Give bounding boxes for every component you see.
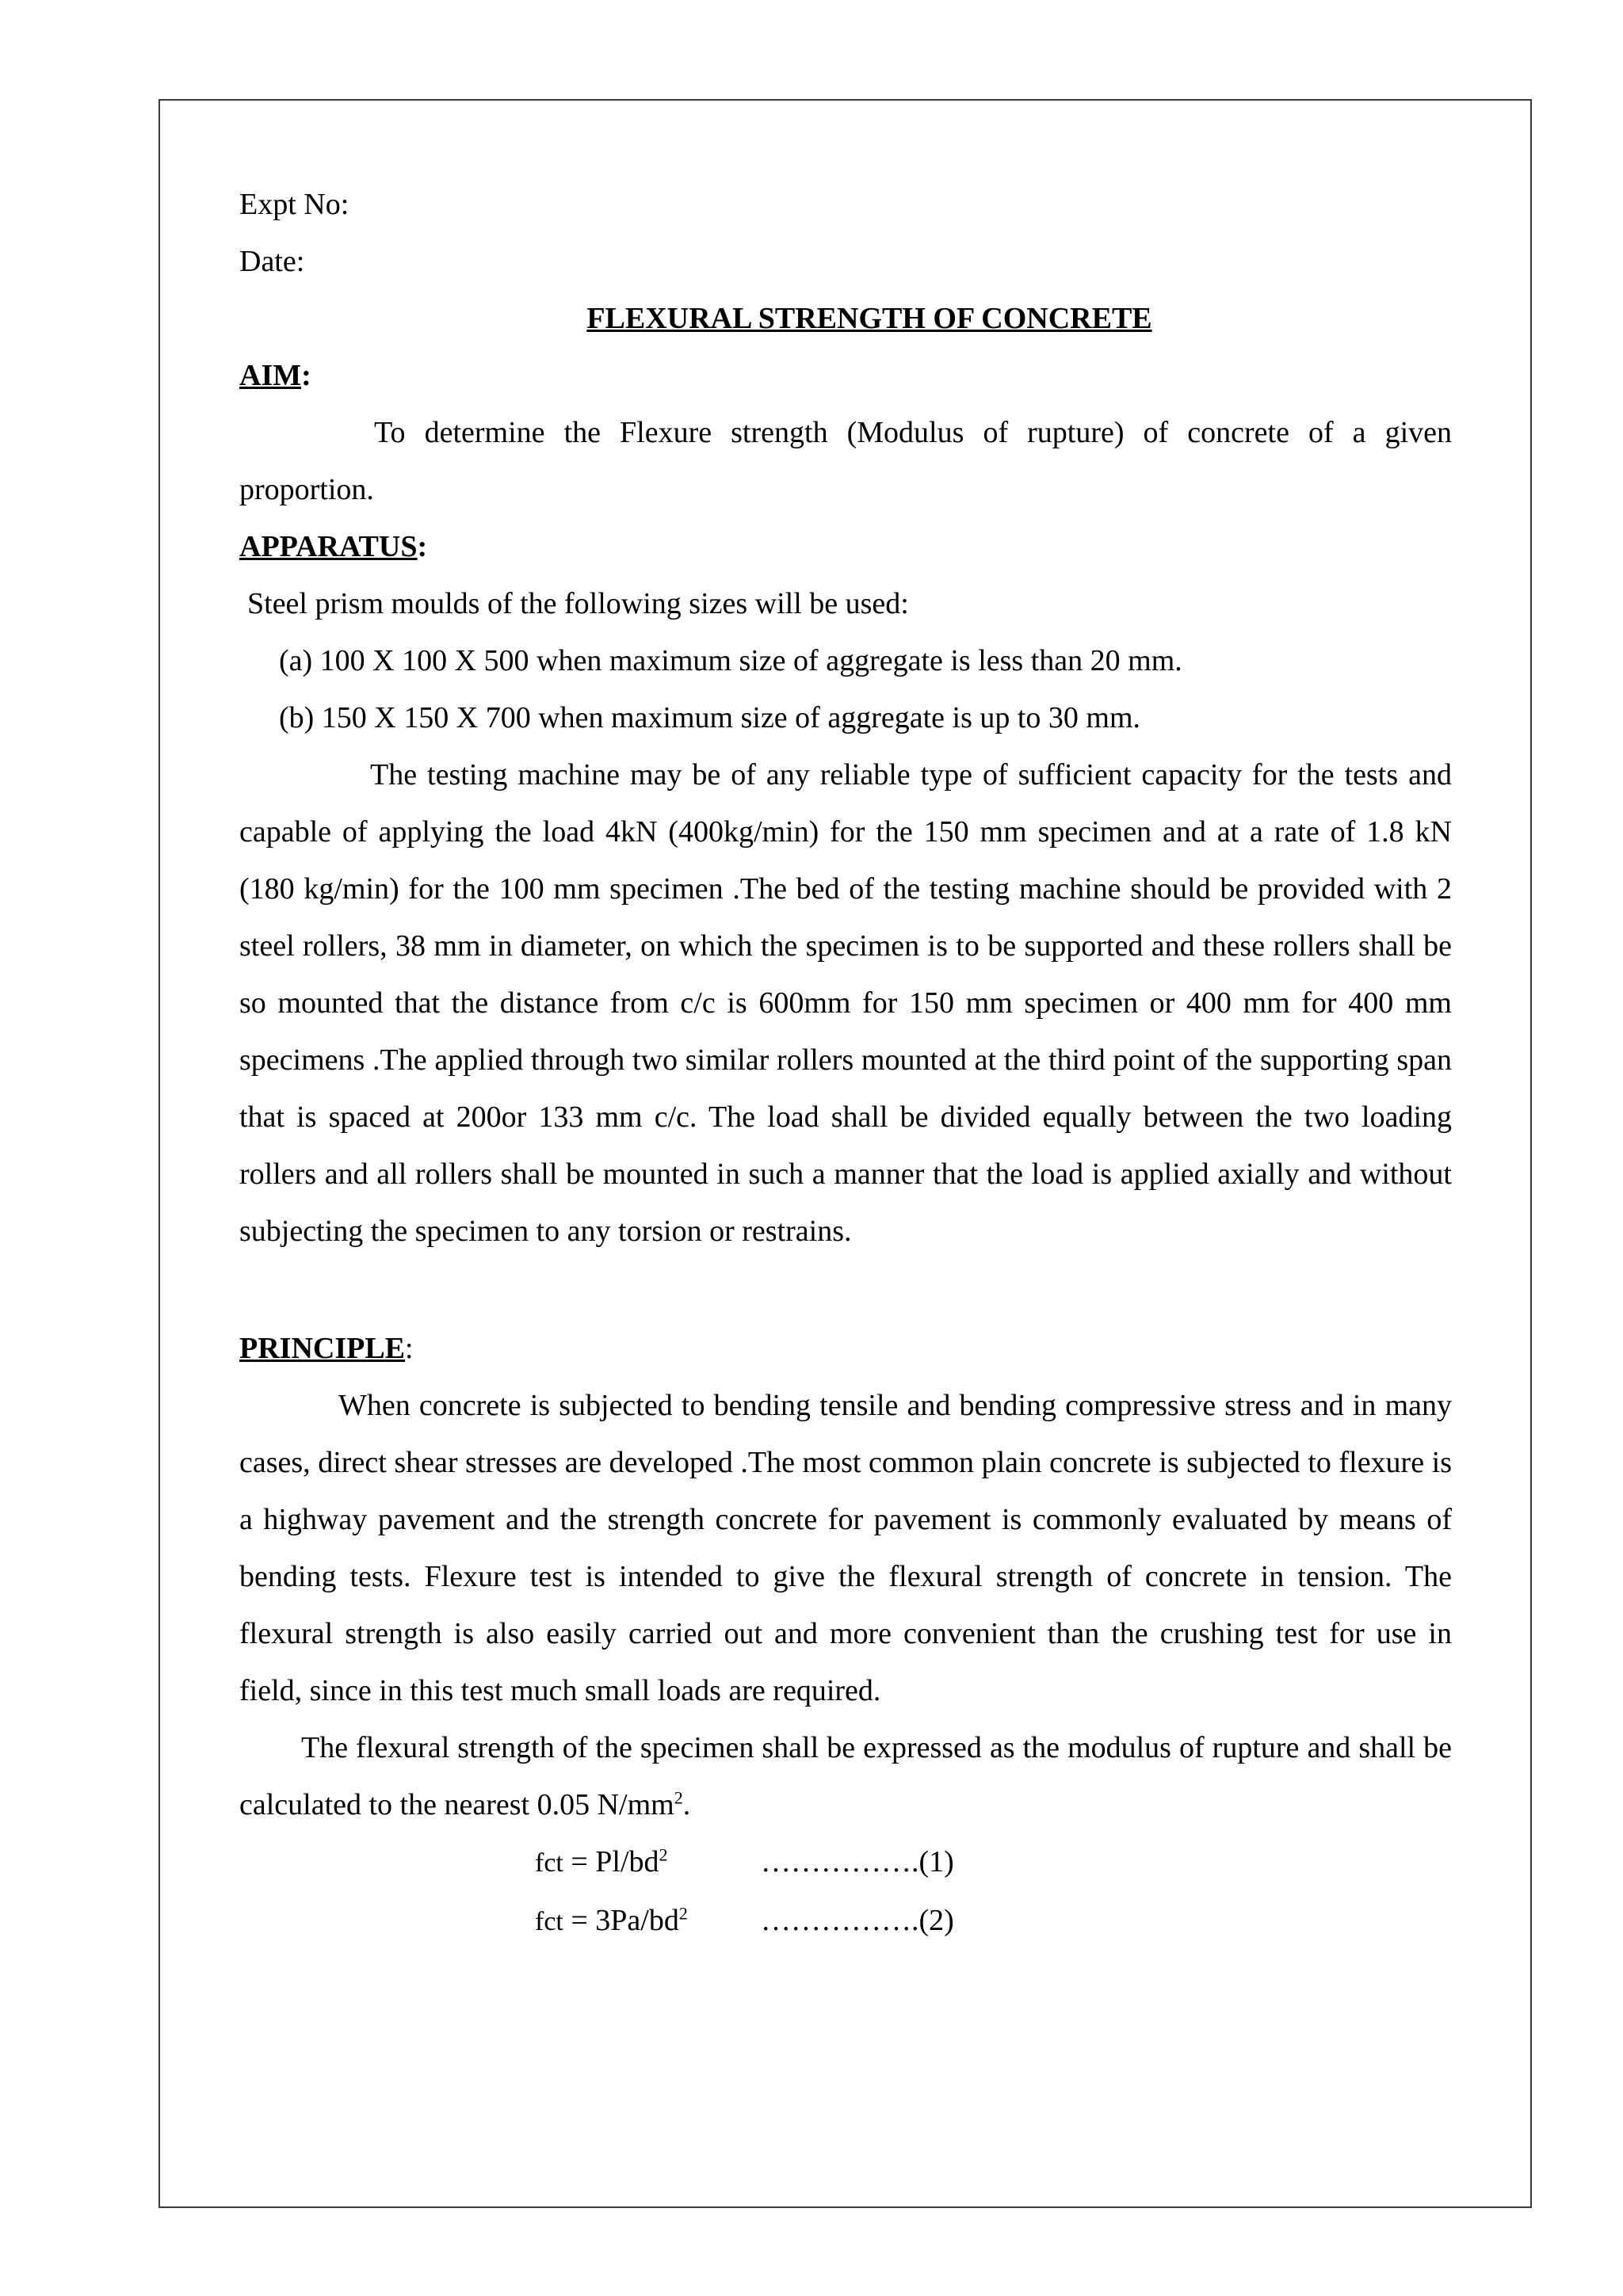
apparatus-heading (239, 518, 1452, 575)
formula-2-expression: = 3Pa/bd (563, 1904, 679, 1937)
formula-1-lhs (535, 1833, 761, 1892)
aim-heading-text: AIM (239, 359, 302, 392)
principle-paragraph-2-main: The flexural strength of the specimen shall be expressed as the modulus of rupture and shall be calculated to the nearest 0.05 N/mm (239, 1731, 1452, 1821)
formula-1-sup: 2 (659, 1844, 668, 1865)
date-label: Date: (239, 245, 305, 278)
principle-paragraph-2-end: . (682, 1788, 691, 1821)
document-title: FLEXURAL STRENGTH OF CONCRETE (586, 302, 1152, 335)
principle-heading-text: PRINCIPLE (239, 1332, 406, 1365)
apparatus-intro: Steel prism moulds of the following sizes will be used: (247, 587, 909, 620)
formula-1-expression: = Pl/bd (563, 1845, 659, 1878)
document-body (239, 176, 1452, 1951)
formula-1 (239, 1833, 1452, 1892)
formula-2 (239, 1892, 1452, 1951)
apparatus-heading-colon: : (417, 530, 428, 563)
section-gap (239, 1260, 1452, 1320)
principle-paragraph-1: When concrete is subjected to bending tensile and bending compressive stress and in many cases, direct shear stresses are developed .The most common plain concrete is subjected to flexure is a highway pavement and the strength concrete for pavement is commonly evaluated by means of bending tests. Flexure test is intended to give the flexural strength of concrete in tension. The flexural strength is also easily carried out and more convenient than the crushing test for use in field, since in this test much small loads are required. (239, 1389, 1452, 1707)
principle-paragraph-2 (239, 1719, 1452, 1833)
formula-2-ref: …………….(2) (761, 1904, 954, 1937)
principle-paragraph-2-sup: 2 (674, 1787, 683, 1808)
formula-1-ref: …………….(1) (761, 1845, 954, 1878)
apparatus-item-a: (a) 100 X 100 X 500 when maximum size of aggregate is less than 20 mm. (279, 644, 1182, 677)
principle-heading-colon: : (405, 1332, 414, 1365)
principle-heading (239, 1320, 1452, 1377)
formula-2-sup: 2 (678, 1903, 688, 1924)
formula-2-lhs (535, 1892, 761, 1951)
apparatus-heading-text: APPARATUS (239, 530, 418, 563)
formula-2-symbol: fct (535, 1907, 563, 1936)
apparatus-item-b: (b) 150 X 150 X 700 when maximum size of aggregate is up to 30 mm. (279, 701, 1141, 734)
aim-heading-colon: : (301, 359, 311, 392)
aim-text: To determine the Flexure strength (Modulus of rupture) of concrete of a given proportion. (239, 416, 1452, 506)
expt-no-label: Expt No: (239, 188, 349, 221)
aim-heading (239, 347, 1452, 404)
formula-1-symbol: fct (535, 1848, 563, 1878)
apparatus-paragraph: The testing machine may be of any reliable type of sufficient capacity for the tests and capable of applying the load 4kN (400kg/min) for the 150 mm specimen and at a rate of 1.8 kN (180 kg/min) for the 100 mm specimen .The bed of the testing machine should be provided with 2 steel rollers, 38 mm in diameter, on which the specimen is to be supported and these rollers shall be so mounted that the distance from c/c is 600mm for 150 mm specimen or 400 mm for 400 mm specimens .The applied through two similar rollers mounted at the third point of the supporting span that is spaced at 200or 133 mm c/c. The load shall be divided equally between the two loading rollers and all rollers shall be mounted in such a manner that the load is applied axially and without subjecting the specimen to any torsion or restrains. (239, 758, 1452, 1248)
